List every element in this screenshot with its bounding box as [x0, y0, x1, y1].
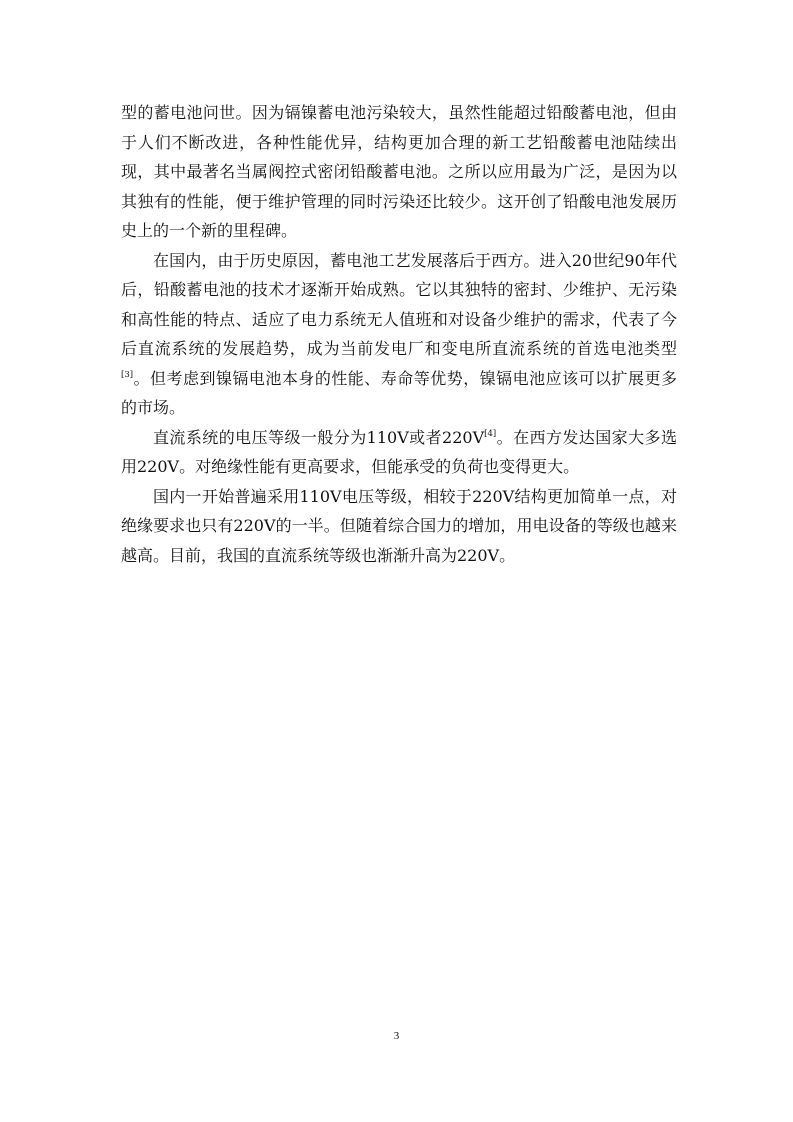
citation-ref-3: [3]: [121, 369, 134, 380]
citation-ref-4: [4]: [484, 428, 497, 439]
paragraph-2-text: 在国内，由于历史原因，蓄电池工艺发展落后于西方。进入20世纪90年代后，铅酸蓄电池的技术才逐渐开始成熟。它以其独特的密封、少维护、无污染和高性能的特点、适应了电力系统无人值班和对设备少维护的需求，代表了今后直流系统的发展趋势，成为当前发电厂和变电所直流系统的首选电池类型: [121, 250, 677, 358]
paragraph-3-text: 直流系统的电压等级一般分为110V或者220V: [153, 427, 485, 447]
paragraph-4: 国内一开始普遍采用110V电压等级，相较于220V结构更加简单一点，对绝缘要求也只有220V的一半。但随着综合国力的增加，用电设备的等级也越来越高。目前，我国的直流系统等级也渐渐升高为220V。: [121, 486, 677, 565]
paragraph-3-text-continued: 。在西方发达国家大多选用220V。对绝缘性能有更高要求，但能承受的负荷也变得更大。: [121, 427, 677, 476]
paragraph-2: [121, 246, 677, 423]
paragraph-3: [121, 423, 677, 482]
paragraph-1: 型的蓄电池问世。因为镉镍蓄电池污染较大，虽然性能超过铅酸蓄电池，但由于人们不断改进，各种性能优异，结构更加合理的新工艺铅酸蓄电池陆续出现，其中最著名当属阀控式密闭铅酸蓄电池。之所以应用最为广泛，是因为以其独有的性能，便于维护管理的同时污染还比较少。这开创了铅酸电池发展历史上的一个新的里程碑。: [121, 103, 677, 240]
page-number: 3: [393, 1030, 400, 1042]
document-body: [121, 98, 677, 570]
paragraph-2-text-continued: 。但考虑到镍镉电池本身的性能、寿命等优势，镍镉电池应该可以扩展更多的市场。: [121, 368, 677, 417]
